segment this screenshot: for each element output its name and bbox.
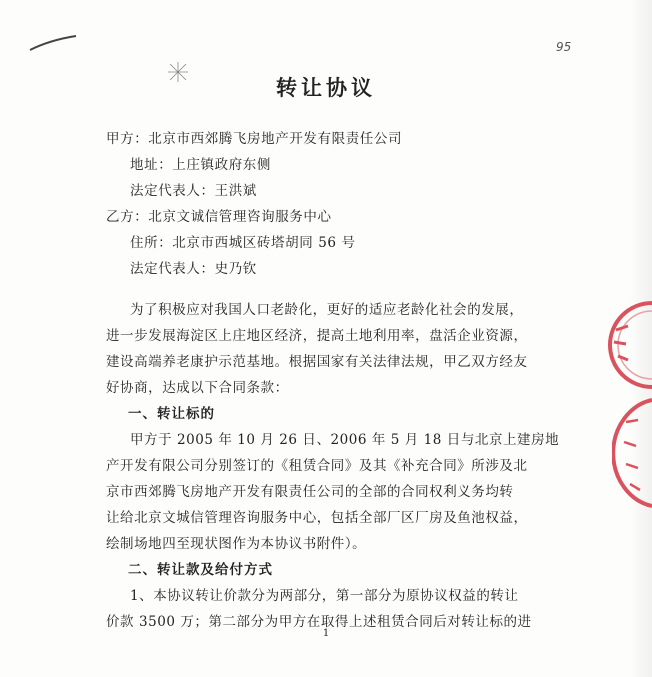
scan-mark-icon	[28, 34, 78, 54]
seal-stamp-fragment-icon	[612, 398, 652, 508]
document-title: 转让协议	[276, 75, 376, 100]
section-1-line: 让给北京文城信管理咨询服务中心，包括全部厂区厂房及鱼池权益，	[106, 510, 528, 526]
section-1-line: 产开发有限公司分别签订的《租赁合同》及其《补充合同》所涉及北	[106, 458, 528, 474]
section-1-line: 绘制场地四至现状图作为本协议书附件）。	[106, 536, 367, 552]
section-2-line: 1、本协议转让价款分为两部分，第一部分为原协议权益的转让	[130, 588, 519, 604]
section-2-heading: 二、转让款及给付方式	[128, 562, 273, 578]
section-1-line: 京市西郊腾飞房地产开发有限责任公司的全部的合同权利义务均转	[106, 484, 514, 500]
intro-line: 为了积极应对我国人口老龄化，更好的适应老龄化社会的发展，	[130, 302, 524, 318]
party-a-representative: 法定代表人：王洪斌	[130, 183, 257, 199]
section-1-line: 甲方于 2005 年 10 月 26 日、2006 年 5 月 18 日与北京上建房地	[130, 432, 560, 448]
seal-stamp-icon	[594, 300, 652, 390]
handwritten-page-note: 95	[556, 40, 572, 54]
party-a-line: 甲方：北京市西郊腾飞房地产开发有限责任公司	[106, 131, 403, 147]
intro-line: 建设高端养老康护示范基地。根据国家有关法律法规，甲乙双方经友	[106, 354, 528, 370]
party-b-address: 住所：北京市西城区砖塔胡同 56 号	[130, 235, 356, 251]
page-number: 1	[322, 628, 330, 639]
party-a-address: 地址：上庄镇政府东侧	[130, 157, 271, 173]
intro-line: 好协商，达成以下合同条款：	[106, 380, 289, 396]
intro-line: 进一步发展海淀区上庄地区经济，提高土地利用率，盘活企业资源，	[106, 328, 528, 344]
party-b-line: 乙方：北京文诚信管理咨询服务中心	[106, 209, 332, 225]
section-1-heading: 一、转让标的	[128, 406, 215, 422]
section-2-line: 价款 3500 万；第二部分为甲方在取得上述租赁合同后对转让标的进	[106, 614, 532, 630]
party-b-representative: 法定代表人：史乃钦	[130, 261, 257, 277]
